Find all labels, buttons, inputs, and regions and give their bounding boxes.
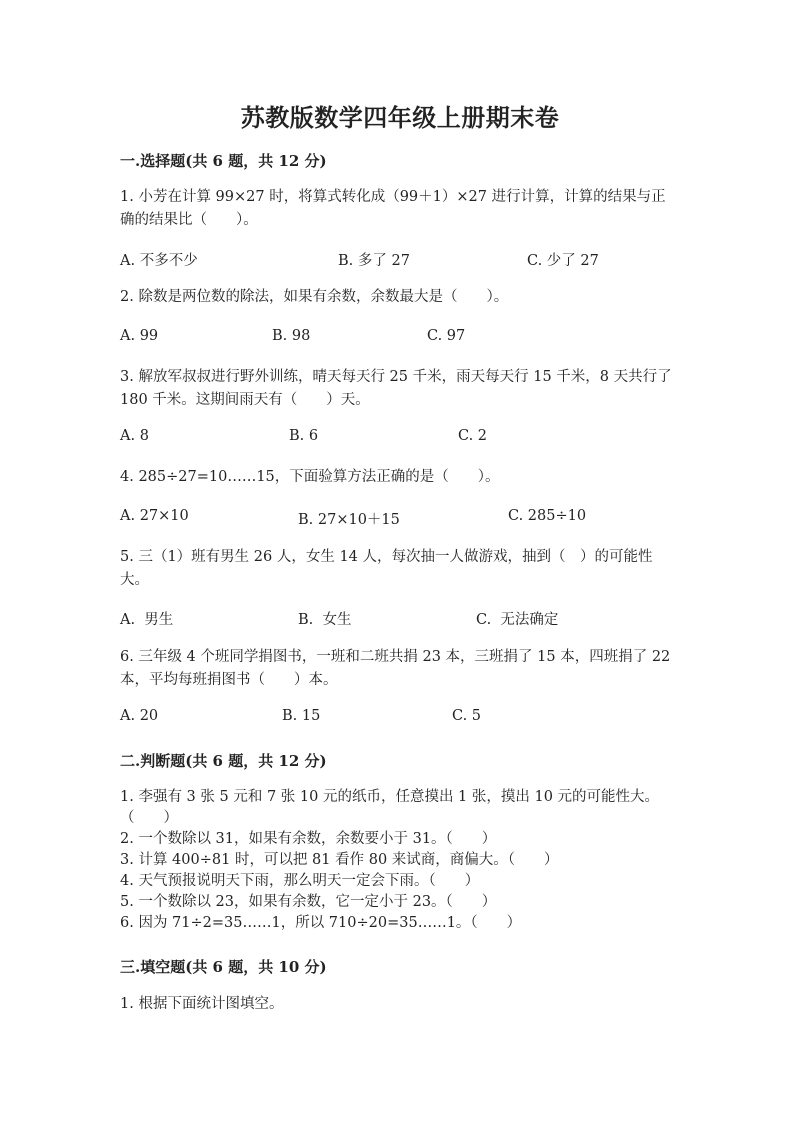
option-c: C. 5 <box>452 708 482 724</box>
section-fill-heading: 三.填空题(共 6 题，共 10 分) <box>120 958 327 976</box>
option-a: A. 男生 <box>120 612 174 628</box>
option-c: C. 97 <box>427 328 466 344</box>
judge-item-6: 6. 因为 71÷2=35……1，所以 710÷20=35……1。（ ） <box>120 915 522 931</box>
choice-options-5 <box>120 608 680 630</box>
option-a: A. 8 <box>120 428 149 444</box>
judge-item-4: 4. 天气预报说明天下雨，那么明天一定会下雨。（ ） <box>120 873 480 889</box>
section-choice-heading: 一.选择题(共 6 题，共 12 分) <box>120 152 327 170</box>
choice-question-2: 2. 除数是两位数的除法，如果有余数，余数最大是（ ）。 <box>120 289 509 305</box>
choice-question-4: 4. 285÷27=10……15，下面验算方法正确的是（ ）。 <box>120 469 500 485</box>
choice-question-3: 3. 解放军叔叔进行野外训练，晴天每天行 25 千米，雨天每天行 15 千米，8 天共行了 180 千米。这期间雨天有（ ）天。 <box>120 369 677 408</box>
option-b: B. 15 <box>282 708 321 724</box>
exam-title: 苏教版数学四年级上册期末卷 <box>240 103 560 132</box>
option-c: C. 285÷10 <box>508 508 587 524</box>
option-b: B. 98 <box>272 328 311 344</box>
judge-item-2: 2. 一个数除以 31，如果有余数，余数要小于 31。（ ） <box>120 831 497 847</box>
fill-question-1: 1. 根据下面统计图填空。 <box>120 996 284 1012</box>
option-a: A. 20 <box>120 708 159 724</box>
option-c: C. 无法确定 <box>476 612 559 628</box>
option-c: C. 少了 27 <box>527 253 599 269</box>
option-a: A. 99 <box>120 328 159 344</box>
section-judge-heading: 二.判断题(共 6 题，共 12 分) <box>120 752 327 770</box>
option-b: B. 女生 <box>298 612 352 628</box>
option-b: B. 多了 27 <box>338 253 410 269</box>
choice-options-6 <box>120 708 680 730</box>
choice-question-1: 1. 小芳在计算 99×27 时，将算式转化成（99＋1）×27 进行计算，计算的结果与正确的结果比（ ）。 <box>120 189 666 228</box>
option-a: A. 27×10 <box>120 508 189 524</box>
choice-options-4 <box>120 508 680 530</box>
judge-item-3: 3. 计算 400÷81 时，可以把 81 看作 80 来试商，商偏大。（ ） <box>120 852 559 868</box>
choice-options-3 <box>120 428 680 450</box>
judge-item-5: 5. 一个数除以 23，如果有余数，它一定小于 23。（ ） <box>120 894 497 910</box>
choice-question-5: 5. 三（1）班有男生 26 人，女生 14 人，每次抽一人做游戏，抽到（ ）的可能性大。 <box>120 549 653 588</box>
option-b: B. 27×10＋15 <box>298 512 400 528</box>
judge-item-1: 1. 李强有 3 张 5 元和 7 张 10 元的纸币，任意摸出 1 张，摸出 10 元的可能性大。 （ ） <box>120 789 681 826</box>
choice-options-2 <box>120 328 680 350</box>
option-b: B. 6 <box>289 428 319 444</box>
choice-question-6: 6. 三年级 4 个班同学捐图书，一班和二班共捐 23 本，三班捐了 15 本，四班捐了 22 本，平均每班捐图书（ ）本。 <box>120 649 675 688</box>
choice-options-1 <box>120 249 680 271</box>
option-c: C. 2 <box>458 428 488 444</box>
option-a: A. 不多不少 <box>120 253 198 269</box>
